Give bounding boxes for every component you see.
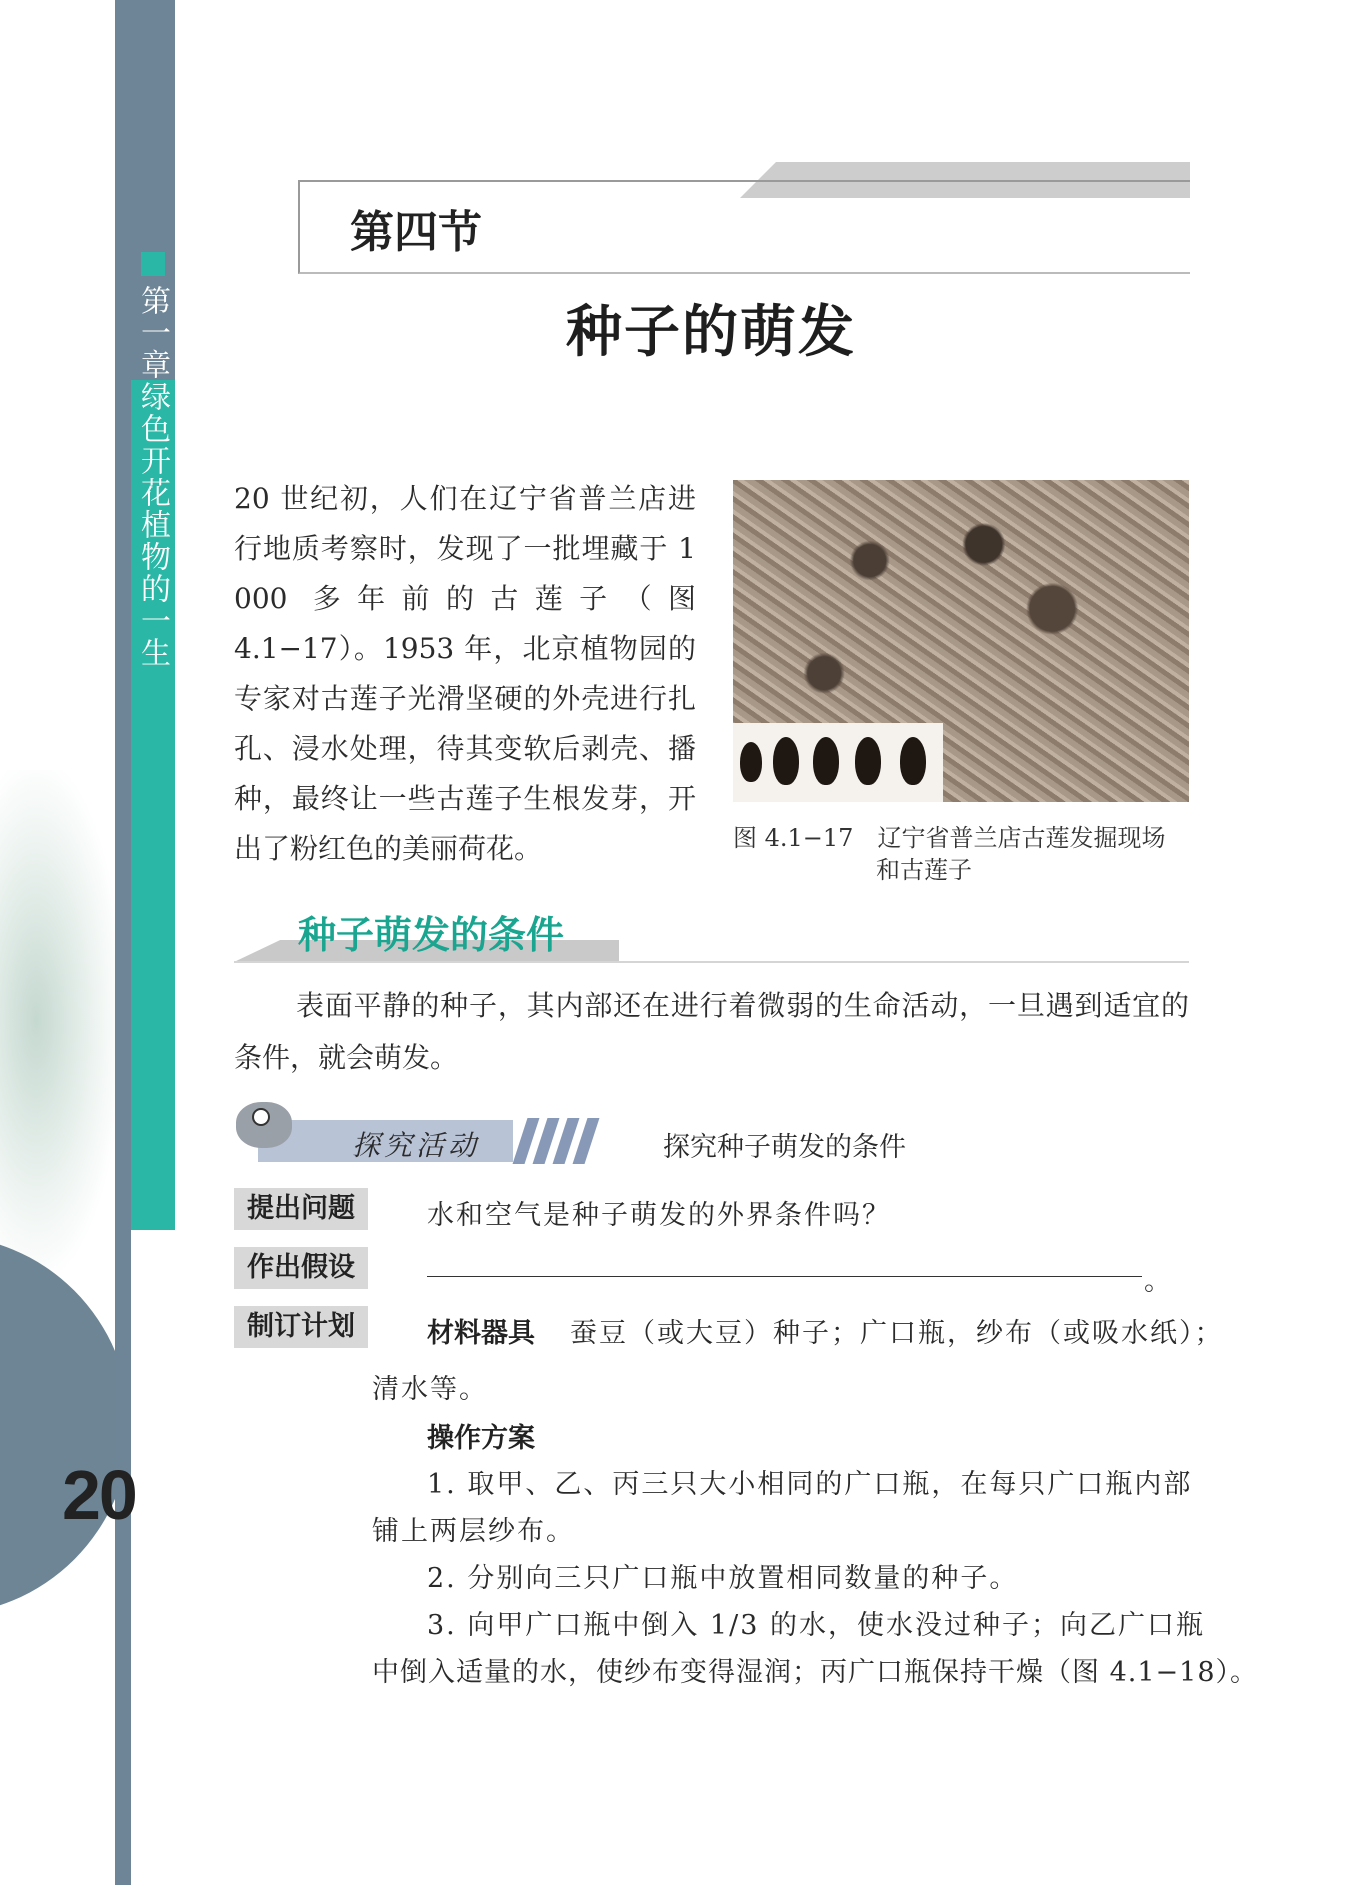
intro-paragraph: 20 世纪初，人们在辽宁省普兰店进行地质考察时，发现了一批埋藏于 1 000 多年前的古莲子（图 4.1−17）。1953 年，北京植物园的专家对古莲子光滑坚硬的外壳进行扎孔、浸水处理，待其变软后剥壳、播种，最终让一些古莲子生根发芽，开出了粉红色的美丽荷花。 <box>234 482 696 865</box>
hypothesis-end: 。 <box>1144 1266 1171 1297</box>
page-number: 20 <box>62 1456 136 1534</box>
procedure-label: 操作方案 <box>427 1423 535 1454</box>
subsection-divider <box>234 961 1189 963</box>
lotus-seed <box>740 742 762 782</box>
subsection-paragraph: 表面平静的种子，其内部还在进行着微弱的生命活动，一旦遇到适宜的条件，就会萌发。 <box>234 989 1189 1074</box>
lotus-seed <box>855 737 881 785</box>
materials-label: 材料器具 <box>427 1318 535 1349</box>
figure-caption-cont: 和古莲子 <box>876 856 972 884</box>
activity-label: 探究活动 <box>352 1129 481 1162</box>
page-title: 种子的萌发 <box>566 300 856 365</box>
step-1: 1. 取甲、乙、丙三只大小相同的广口瓶，在每只广口瓶内部 <box>427 1469 1193 1500</box>
figure-caption: 图 4.1−17 辽宁省普兰店古莲发掘现场 <box>733 824 1166 852</box>
step-3: 3. 向甲广口瓶中倒入 1/3 的水，使水没过种子；向乙广口瓶 <box>427 1610 1205 1641</box>
question-text: 水和空气是种子萌发的外界条件吗？ <box>427 1200 891 1231</box>
plan-tag: 制订计划 <box>234 1306 368 1348</box>
lotus-seed <box>900 737 926 785</box>
turtle-eye-icon <box>252 1108 270 1126</box>
step-1-cont: 铺上两层纱布。 <box>372 1516 575 1547</box>
subsection-title: 种子萌发的条件 <box>298 913 565 957</box>
chapter-marker-square <box>141 252 165 276</box>
hypothesis-blank <box>427 1276 1142 1277</box>
step-2: 2. 分别向三只广口瓶中放置相同数量的种子。 <box>427 1563 1019 1594</box>
lotus-seed <box>813 737 839 785</box>
chapter-label: 第一章 <box>135 285 170 381</box>
chapter-title: 绿色开花植物的一生 <box>135 381 170 669</box>
decorative-circle <box>0 1235 130 1615</box>
decorative-mist <box>0 770 120 1270</box>
step-3-cont: 中倒入适量的水，使纱布变得湿润；丙广口瓶保持干燥（图 4.1−18）。 <box>372 1657 1258 1688</box>
sidebar-band-bottom <box>115 1235 131 1885</box>
hypothesis-tag: 作出假设 <box>234 1247 368 1289</box>
activity-title: 探究种子萌发的条件 <box>663 1132 906 1163</box>
section-number: 第四节 <box>350 207 482 258</box>
question-tag: 提出问题 <box>234 1188 368 1230</box>
lotus-seed <box>773 737 799 785</box>
chapter-heading <box>134 285 174 669</box>
materials-text-cont: 清水等。 <box>372 1374 488 1405</box>
materials-text: 蚕豆（或大豆）种子；广口瓶，纱布（或吸水纸）； <box>570 1318 1224 1349</box>
